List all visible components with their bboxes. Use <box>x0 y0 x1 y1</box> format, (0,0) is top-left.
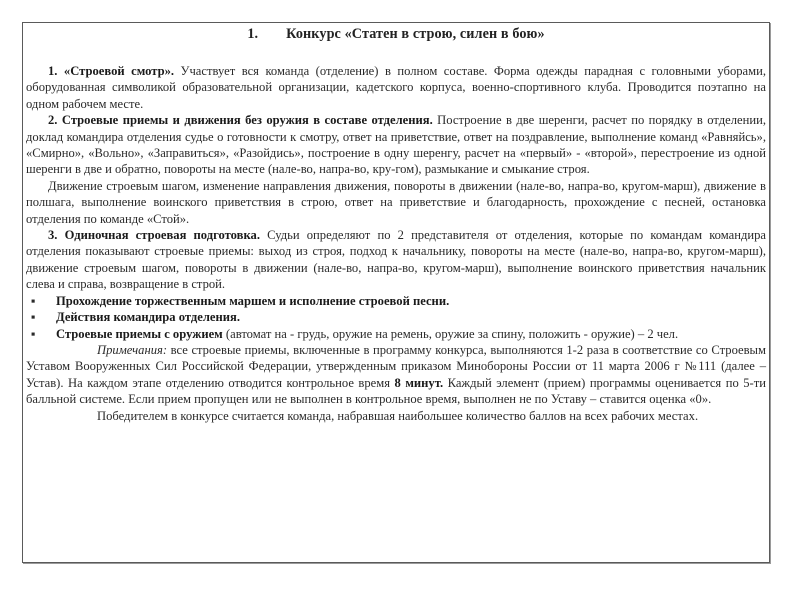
notes-paragraph <box>26 342 766 408</box>
section-parade-review <box>26 63 766 112</box>
page-title <box>23 26 769 43</box>
title-number: 1. <box>247 26 259 42</box>
section-heading: 1. «Строевой смотр». <box>48 64 175 78</box>
bullet-icon: ▪ <box>31 310 36 325</box>
bullet-text: (автомат на - грудь, оружие на ремень, оружие за спину, положить - оружие) – 2 чел. <box>222 326 679 341</box>
bullet-item <box>26 326 766 342</box>
section-heading: 2. Строевые приемы и движения без оружия в составе отделения. <box>48 113 433 128</box>
bullet-item <box>26 293 766 309</box>
section-text: Участвует вся команда (отделение) в полном составе. Форма одежды парадная с головными уборами, оборудованная символикой образовательной организации, кадетского корпуса, военно-спортивного клуба. Проводится поэтапно на одном рабочем месте. <box>26 64 766 111</box>
section-drill-unarmed <box>26 112 766 178</box>
section-text: Судьи определяют по 2 представителя от отделения, которые по командам командира отделения показывают строевые приемы: выход из строя, подход к начальнику, повороты на месте (нале-во, напра-во, кругом-марш), движение строевым шагом, повороты в движении (нале-во, напра-во, кругом-марш), выполнение воинского приветствия начальник слева и справа, возвращение в строй. <box>26 228 766 292</box>
bullet-bold: Действия командира отделения. <box>56 310 240 325</box>
bullet-bold: Строевые приемы с оружием <box>56 326 223 341</box>
bullet-icon: ▪ <box>31 326 36 341</box>
winner-text: Победителем в конкурсе считается команда, набравшая наибольшее количество баллов на всех рабочих местах. <box>97 408 699 423</box>
bullet-bold: Прохождение торжественным маршем и исполнение строевой песни. <box>56 293 450 308</box>
section-text: Движение строевым шагом, изменение направления движения, повороты в движении (нале-во, напра-во, кругом-марш), движение в полшага, выполнение воинского приветствия в строю, ответ на приветствие и благодарность, прохождение с песней, остановка отделения по команде «Стой». <box>26 178 766 226</box>
notes-text-2: Каждый элемент (прием) программы оценивается по 5-ти балльной системе. Если прием пропущен или не выполнен в контрольное время, выполнен не по Уставу – ставится оценка «0». <box>26 375 766 407</box>
section-drill-movement <box>26 178 766 227</box>
section-single-drill <box>26 227 766 293</box>
document-body <box>26 63 766 424</box>
document-frame <box>22 22 770 563</box>
notes-time: 8 минут. <box>394 375 444 390</box>
bullet-item <box>26 309 766 325</box>
notes-label: Примечания: <box>97 342 168 357</box>
section-text: Построение в две шеренги, расчет по порядку в отделении, доклад командира отделения судье о готовности к смотру, ответ на приветствие, ответ на поздравление, выполнение команд «Равняйсь», «Смирно», «Вольно», «Заправиться», «Разойдись», построение в одну шеренгу, расчет на «первый» - «второй», перестроение из одной шеренги в две и обратно, повороты на месте (нале-во, напра-во, кру-гом), размыкание и смыкание строя. <box>26 113 767 177</box>
section-heading: 3. Одиночная строевая подготовка. <box>48 228 260 243</box>
title-text: Конкурс «Статен в строю, силен в бою» <box>286 26 545 42</box>
winner-paragraph <box>26 408 766 424</box>
notes-text: все строевые приемы, включенные в программу конкурса, выполняются 1-2 раза в соответствие со Строевым Уставом Вооруженных Сил Российской Федерации, утвержденным приказом Минобороны России от 11 марта 2006 г №111 (далее – Устав). На каждом этапе отделению отводится контрольное время <box>26 342 766 390</box>
bullet-icon: ▪ <box>31 293 36 308</box>
